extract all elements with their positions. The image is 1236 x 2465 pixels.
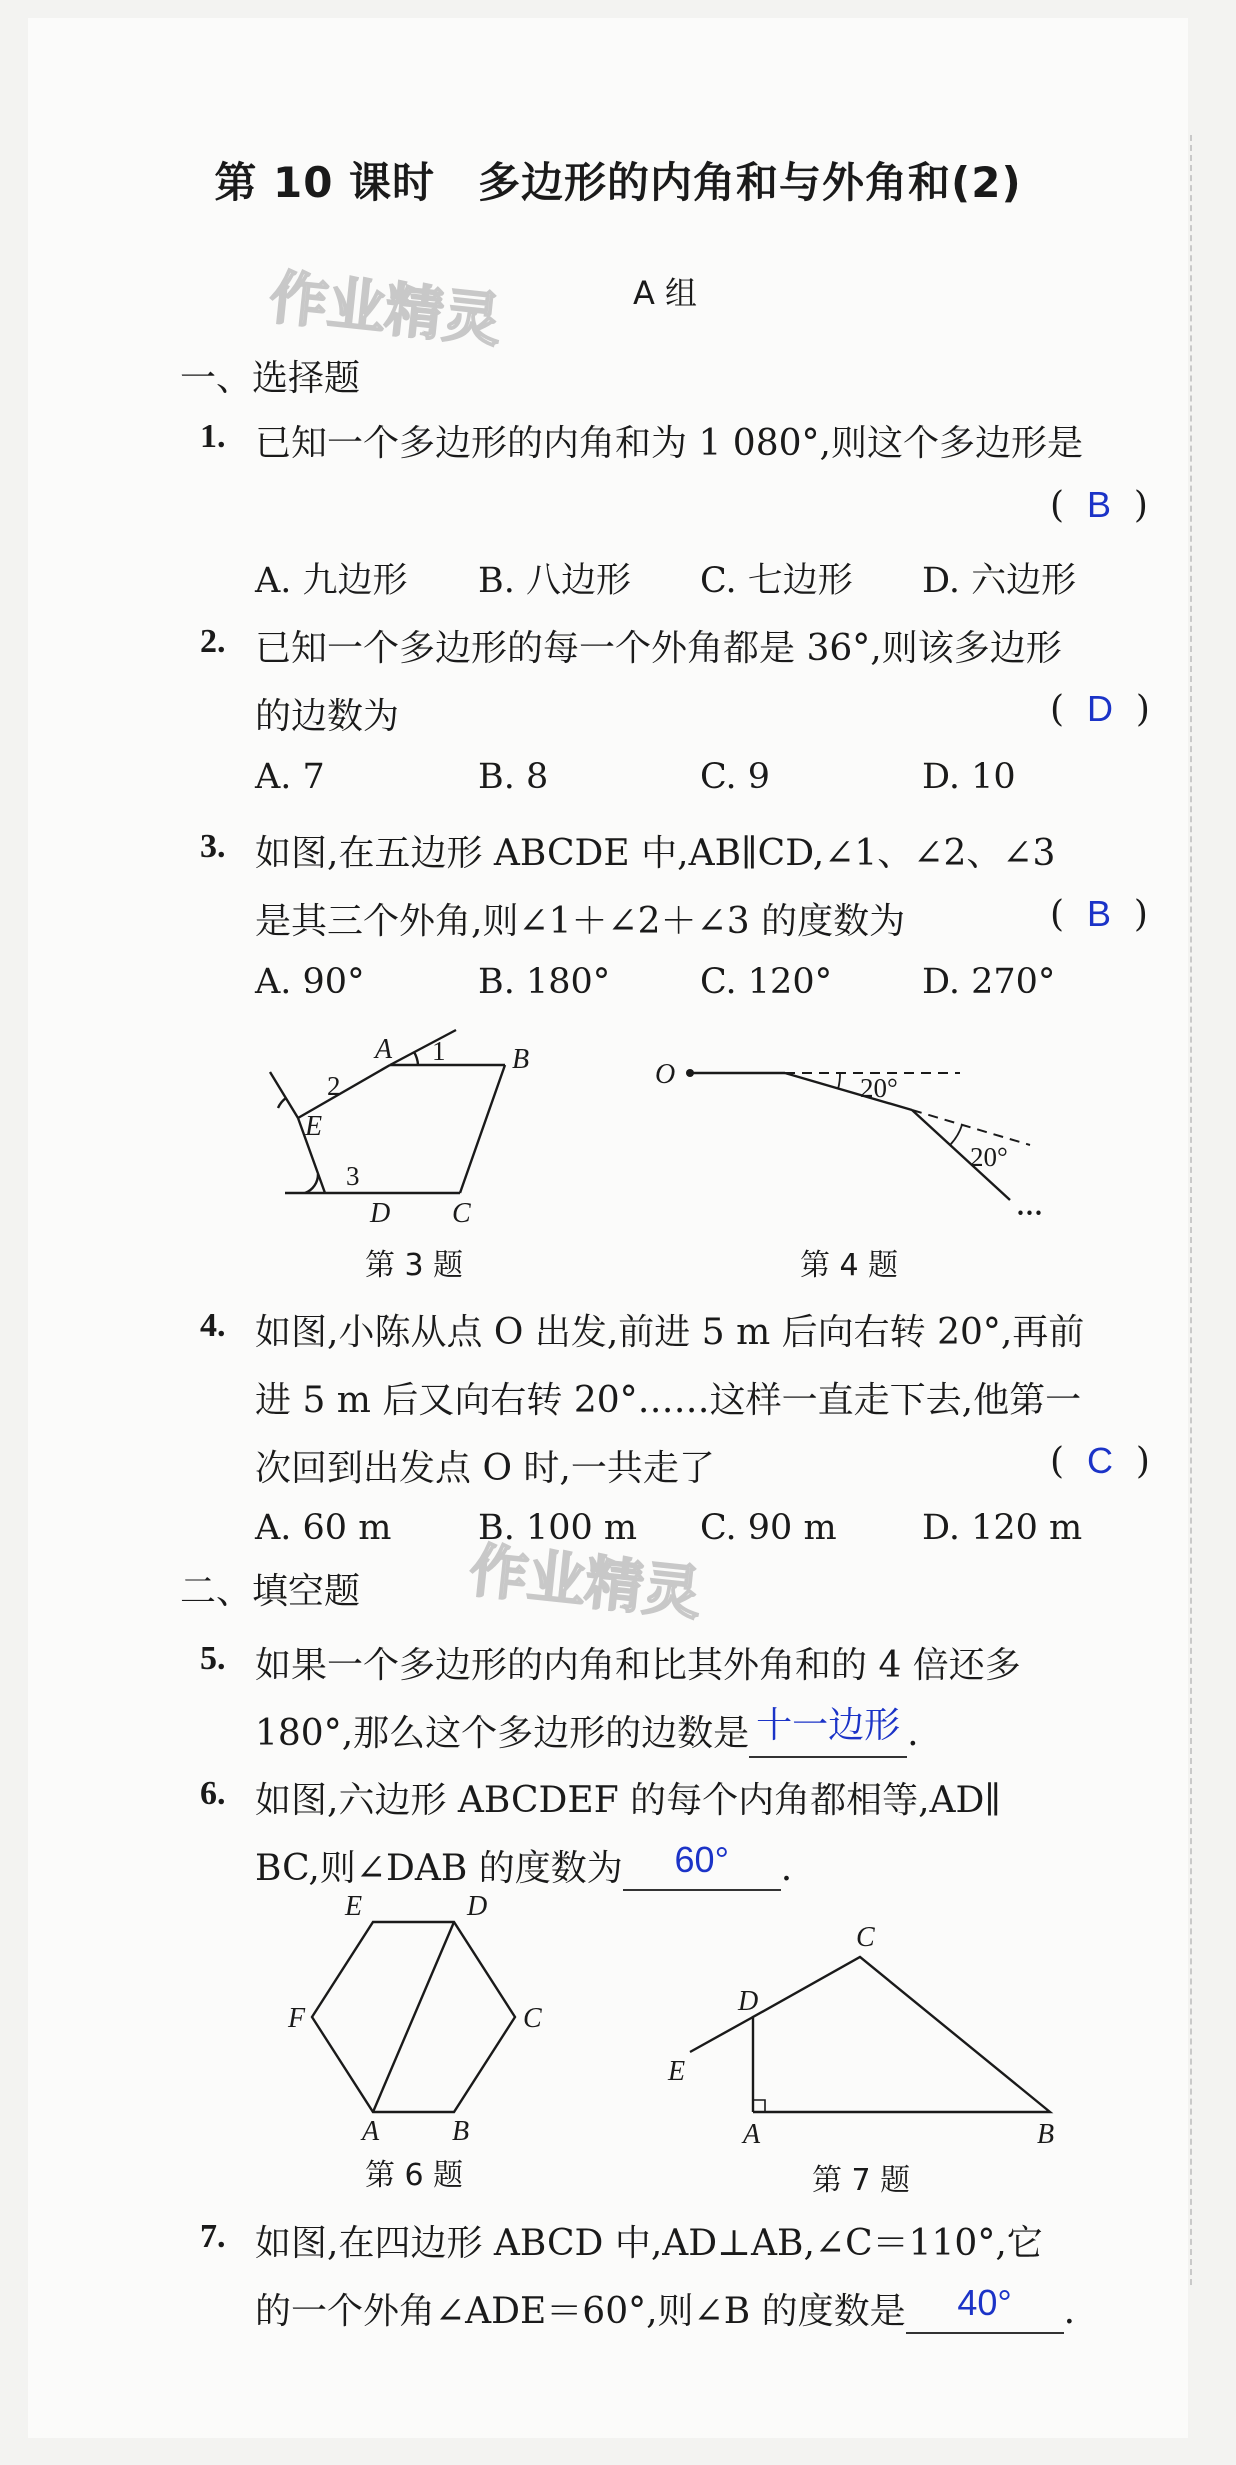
question-2-option-b: B. 8	[478, 757, 549, 797]
question-1-option-c: C. 七边形	[700, 561, 853, 601]
question-4-option-d: D. 120 m	[922, 1508, 1083, 1548]
question-2-text-line1: 已知一个多边形的每一个外角都是 36°,则该多边形	[255, 628, 1062, 669]
fig4-angle-2: 20°	[970, 1142, 1008, 1172]
fig3-label-b: B	[512, 1044, 530, 1075]
fig4-continuation-dots: ···	[1016, 1198, 1044, 1228]
question-3-number: 3.	[200, 828, 226, 865]
question-3-option-b: B. 180°	[478, 962, 611, 1002]
question-7-number: 7.	[200, 2218, 226, 2255]
question-6-answer: 60°	[674, 1839, 729, 1880]
watermark-middle: 作业精灵	[466, 1536, 705, 1628]
fig3-label-e: E	[305, 1111, 323, 1142]
question-4-text-line3: 次回到出发点 O 时,一共走了	[255, 1448, 715, 1489]
question-4-answer-box: ( C )	[1050, 1440, 1150, 1482]
fig3-angle-1: 1	[432, 1036, 446, 1066]
question-5-period: .	[907, 1713, 919, 1754]
figure-7-caption: 第 7 题	[812, 2163, 911, 2198]
question-1-answer: B	[1086, 484, 1111, 525]
question-7-answer: 40°	[957, 2282, 1012, 2323]
question-6-text: BC,则∠DAB 的度数为	[255, 1848, 623, 1889]
question-3-text-line2: 是其三个外角,则∠1＋∠2＋∠3 的度数为	[255, 901, 906, 942]
question-4-number: 4.	[200, 1307, 226, 1344]
question-4-option-c: C. 90 m	[700, 1508, 837, 1548]
fig6-label-d: D	[467, 1891, 488, 1922]
question-3-option-c: C. 120°	[700, 962, 833, 1002]
question-3-option-d: D. 270°	[922, 962, 1056, 1002]
question-5-answer: 十一边形	[756, 1704, 901, 1745]
question-3-answer: B	[1086, 893, 1111, 934]
question-4-option-a: A. 60 m	[255, 1508, 392, 1548]
question-5-text: 180°,那么这个多边形的边数是	[255, 1713, 750, 1754]
question-4-answer: C	[1086, 1440, 1113, 1481]
fig7-quadrilateral-outline	[753, 1957, 1050, 2112]
fig6-label-a: A	[362, 2116, 380, 2147]
question-1-answer-box: ( B )	[1050, 484, 1148, 526]
fig6-label-f: F	[288, 2003, 306, 2034]
fig3-angle-3: 3	[346, 1161, 360, 1191]
fig4-label-o: O	[655, 1059, 676, 1090]
group-label: A 组	[632, 274, 698, 312]
fig7-right-angle-mark	[753, 2100, 765, 2112]
fig3-label-a: A	[375, 1034, 393, 1065]
question-2-option-c: C. 9	[700, 757, 771, 797]
question-7-text-line2	[255, 2283, 1075, 2334]
page-title: 第 10 课时 多边形的内角和与外角和(2)	[214, 158, 1022, 207]
question-7-text-line1: 如图,在四边形 ABCD 中,AD⊥AB,∠C＝110°,它	[255, 2223, 1043, 2264]
fig6-label-e: E	[345, 1891, 363, 1922]
question-2-text-line2: 的边数为	[255, 696, 400, 737]
fig4-angle-1: 20°	[860, 1073, 898, 1103]
fig3-angle-2: 2	[327, 1071, 341, 1101]
question-1-number: 1.	[200, 418, 226, 455]
section-fill: 二、填空题	[180, 1571, 361, 1612]
question-1-text: 已知一个多边形的内角和为 1 080°,则这个多边形是	[255, 423, 1083, 464]
section-choice: 一、选择题	[180, 358, 361, 399]
fig6-label-c: C	[523, 2003, 542, 2034]
question-2-option-a: A. 7	[255, 757, 325, 797]
figure-3-caption: 第 3 题	[365, 1248, 464, 1283]
fig7-label-e: E	[668, 2056, 686, 2087]
question-3-answer-box: ( B )	[1050, 893, 1148, 935]
fig7-label-a: A	[743, 2119, 761, 2150]
fig3-label-d: D	[370, 1198, 391, 1229]
fig7-extension-de	[690, 2017, 753, 2052]
question-4-text-line1: 如图,小陈从点 O 出发,前进 5 m 后向右转 20°,再前	[255, 1312, 1085, 1353]
question-1-option-b: B. 八边形	[478, 561, 631, 601]
question-3-text-line1: 如图,在五边形 ABCDE 中,AB∥CD,∠1、∠2、∠3	[255, 833, 1056, 874]
fig7-label-c: C	[856, 1922, 875, 1953]
question-4-text-line2: 进 5 m 后又向右转 20°……这样一直走下去,他第一	[255, 1380, 1082, 1421]
question-1-option-a: A. 九边形	[255, 561, 408, 601]
question-5-number: 5.	[200, 1640, 226, 1677]
question-2-option-d: D. 10	[922, 757, 1016, 797]
question-5-text-line1: 如果一个多边形的内角和比其外角和的 4 倍还多	[255, 1645, 1021, 1686]
question-2-answer: D	[1086, 688, 1113, 729]
figure-4-caption: 第 4 题	[800, 1248, 899, 1283]
question-4-option-b: B. 100 m	[478, 1508, 638, 1548]
fig7-label-b: B	[1037, 2119, 1055, 2150]
fig6-label-b: B	[452, 2116, 470, 2147]
question-7-period: .	[1063, 2291, 1076, 2332]
fig7-label-d: D	[738, 1986, 759, 2017]
question-2-answer-box: ( D )	[1050, 688, 1150, 730]
question-1-option-d: D. 六边形	[922, 561, 1077, 601]
figure-6-caption: 第 6 题	[365, 2158, 464, 2193]
question-6-number: 6.	[200, 1775, 226, 1812]
fig3-label-c: C	[452, 1198, 471, 1229]
question-2-number: 2.	[200, 623, 226, 660]
watermark-top: 作业精灵	[266, 263, 505, 355]
question-6-period: .	[780, 1848, 793, 1889]
question-7-blank	[906, 2282, 1064, 2334]
question-6-text-line1: 如图,六边形 ABCDEF 的每个内角都相等,AD∥	[255, 1780, 1002, 1821]
question-7-text: 的一个外角∠ADE＝60°,则∠B 的度数是	[255, 2291, 906, 2332]
question-3-option-a: A. 90°	[255, 962, 365, 1002]
